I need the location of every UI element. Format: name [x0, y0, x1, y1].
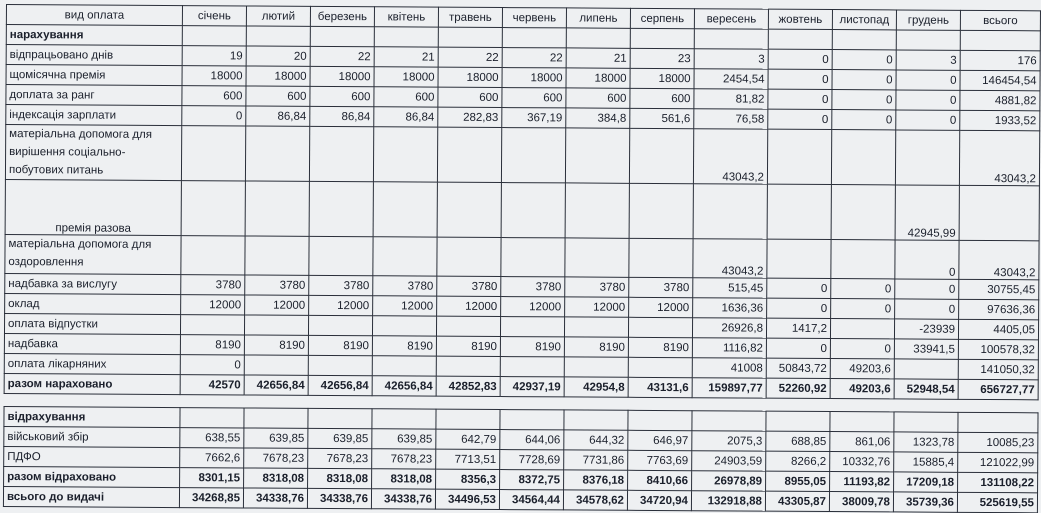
value-cell: 0: [768, 49, 832, 69]
value-cell: 0: [182, 106, 246, 126]
value-cell: 0: [831, 299, 895, 319]
value-cell: 7662,6: [180, 448, 244, 468]
value-cell: 600: [630, 88, 694, 108]
value-cell: 43305,87: [765, 491, 829, 511]
value-cell: [767, 239, 831, 278]
value-cell: 42954,8: [564, 377, 628, 397]
value-cell: 656727,77: [958, 379, 1038, 399]
empty-cell: [500, 410, 564, 430]
value-cell: 131108,22: [958, 472, 1038, 492]
value-cell: [501, 238, 565, 277]
column-header: листопад: [832, 10, 896, 30]
value-cell: 34338,76: [371, 489, 435, 509]
value-cell: [308, 315, 372, 335]
value-cell: 688,85: [766, 431, 830, 451]
column-header: лютий: [246, 6, 310, 26]
value-cell: 26926,8: [692, 318, 766, 338]
value-cell: 3: [694, 49, 768, 69]
section-title: нарахування: [6, 25, 182, 46]
salary-table: [3, 4, 1041, 513]
value-cell: 17209,18: [894, 472, 958, 492]
empty-cell: [180, 408, 244, 428]
empty-cell: [958, 399, 1038, 412]
value-cell: 22: [310, 46, 374, 66]
empty-cell: [372, 409, 436, 429]
value-cell: [629, 183, 693, 238]
value-cell: 1636,36: [693, 298, 767, 318]
column-header: всього: [960, 10, 1040, 30]
value-cell: 18000: [310, 66, 374, 86]
value-cell: 35739,36: [893, 492, 957, 512]
value-cell: [245, 236, 309, 275]
value-cell: 861,06: [830, 432, 894, 452]
value-cell: 8376,18: [564, 470, 628, 490]
value-cell: 1933,52: [960, 110, 1040, 130]
value-cell: [693, 184, 767, 239]
value-cell: [629, 128, 693, 183]
value-cell: 23: [630, 48, 694, 68]
value-cell: 0: [766, 338, 830, 358]
value-cell: [500, 317, 564, 337]
value-cell: 19: [182, 46, 246, 66]
empty-cell: [564, 397, 628, 410]
value-cell: 97636,36: [959, 299, 1039, 319]
value-cell: 3780: [565, 277, 629, 297]
value-cell: 600: [310, 86, 374, 106]
value-cell: 42852,83: [436, 376, 500, 396]
value-cell: 52948,54: [894, 379, 958, 399]
value-cell: 0: [831, 279, 895, 299]
empty-cell: [244, 395, 308, 408]
empty-cell: [766, 398, 830, 411]
value-cell: [501, 183, 565, 238]
value-cell: 8190: [372, 336, 436, 356]
value-cell: [831, 130, 895, 185]
value-cell: 3780: [437, 276, 501, 296]
column-header: липень: [566, 8, 630, 28]
value-cell: 600: [246, 86, 310, 106]
value-cell: 43043,2: [693, 129, 767, 184]
value-cell: 34720,94: [627, 490, 691, 510]
value-cell: 8318,08: [308, 468, 372, 488]
row-label: всього до видачі: [3, 486, 179, 507]
value-cell: [181, 126, 245, 181]
value-cell: 7731,86: [564, 450, 628, 470]
value-cell: 600: [566, 88, 630, 108]
empty-cell: [372, 396, 436, 409]
value-cell: [437, 127, 501, 182]
value-cell: 22: [502, 48, 566, 68]
value-cell: 86,84: [246, 106, 310, 126]
empty-cell: [628, 410, 692, 430]
value-cell: [180, 315, 244, 335]
value-cell: 121022,99: [958, 452, 1038, 472]
value-cell: 0: [896, 90, 960, 110]
value-cell: [309, 181, 373, 236]
empty-cell: [768, 29, 832, 49]
value-cell: 0: [832, 110, 896, 130]
value-cell: 42656,84: [372, 376, 436, 396]
value-cell: 12000: [565, 297, 629, 317]
value-cell: [830, 319, 894, 339]
empty-cell: [894, 412, 958, 432]
column-header: вересень: [694, 9, 768, 29]
empty-cell: [438, 27, 502, 47]
value-cell: [181, 236, 245, 275]
value-cell: 600: [374, 87, 438, 107]
value-cell: [894, 359, 958, 379]
value-cell: 11193,82: [830, 472, 894, 492]
value-cell: [565, 183, 629, 238]
empty-cell: [308, 408, 372, 428]
value-cell: 367,19: [502, 108, 566, 128]
value-cell: 0: [895, 299, 959, 319]
column-header: червень: [502, 8, 566, 28]
empty-cell: [310, 26, 374, 46]
value-cell: 7678,23: [308, 448, 372, 468]
value-cell: 42937,19: [500, 377, 564, 397]
value-cell: 34496,53: [435, 489, 499, 509]
value-cell: 12000: [629, 297, 693, 317]
value-cell: 646,97: [628, 430, 692, 450]
value-cell: [437, 237, 501, 276]
column-header: січень: [182, 6, 246, 26]
value-cell: 515,45: [693, 278, 767, 298]
value-cell: 0: [896, 70, 960, 90]
empty-cell: [502, 28, 566, 48]
value-cell: 15885,4: [894, 452, 958, 472]
value-cell: 600: [182, 86, 246, 106]
value-cell: 384,8: [566, 108, 630, 128]
empty-cell: [244, 408, 308, 428]
value-cell: 0: [830, 339, 894, 359]
value-cell: 18000: [630, 68, 694, 88]
value-cell: 21: [566, 48, 630, 68]
row-label: індексація зарплати: [6, 105, 182, 126]
row-label: доплата за ранг: [6, 85, 182, 106]
value-cell: 8190: [564, 337, 628, 357]
row-label: відпрацьовано днів: [6, 45, 182, 66]
value-cell: 8266,2: [766, 451, 830, 471]
value-cell: 10085,23: [958, 432, 1038, 452]
value-cell: 525619,55: [957, 492, 1037, 512]
value-cell: 18000: [566, 68, 630, 88]
row-label: матеріальна допомога для вирішення соціально-побутових питань: [5, 125, 181, 181]
value-cell: 4405,05: [958, 319, 1038, 339]
value-cell: 43043,2: [693, 239, 767, 278]
value-cell: [373, 127, 437, 182]
value-cell: 176: [960, 50, 1040, 70]
empty-cell: [830, 412, 894, 432]
value-cell: [373, 182, 437, 237]
value-cell: 8190: [500, 337, 564, 357]
value-cell: [831, 240, 895, 279]
value-cell: 10332,76: [830, 452, 894, 472]
value-cell: [372, 316, 436, 336]
value-cell: 644,32: [564, 430, 628, 450]
value-cell: 600: [438, 87, 502, 107]
value-cell: 20: [246, 46, 310, 66]
value-cell: 81,82: [694, 89, 768, 109]
value-cell: 76,58: [694, 109, 768, 129]
value-cell: [500, 357, 564, 377]
value-cell: 34338,76: [243, 488, 307, 508]
value-cell: 2075,3: [692, 431, 766, 451]
table-row: [5, 179, 1039, 240]
value-cell: [831, 185, 895, 240]
value-cell: 1116,82: [692, 338, 766, 358]
value-cell: 7678,23: [244, 448, 308, 468]
value-cell: 18000: [502, 68, 566, 88]
row-label: оплата відпустки: [4, 313, 180, 334]
value-cell: 0: [832, 70, 896, 90]
row-label: матеріальна допомога для оздоровлення: [5, 234, 181, 274]
value-cell: 12000: [245, 295, 309, 315]
value-cell: [564, 317, 628, 337]
value-cell: [308, 355, 372, 375]
value-cell: 639,85: [308, 428, 372, 448]
empty-cell: [4, 393, 180, 407]
value-cell: 644,06: [500, 430, 564, 450]
value-cell: [628, 357, 692, 377]
value-cell: [564, 357, 628, 377]
empty-cell: [894, 399, 958, 412]
value-cell: [373, 237, 437, 276]
value-cell: [959, 185, 1039, 240]
value-cell: [436, 316, 500, 336]
empty-cell: [374, 27, 438, 47]
value-cell: 12000: [181, 295, 245, 315]
value-cell: 8190: [436, 336, 500, 356]
value-cell: 2454,54: [694, 69, 768, 89]
value-cell: 642,79: [436, 429, 500, 449]
column-header: серпень: [630, 8, 694, 28]
empty-cell: [436, 396, 500, 409]
empty-cell: [896, 30, 960, 50]
value-cell: 8190: [308, 335, 372, 355]
value-cell: [437, 182, 501, 237]
value-cell: 42570: [180, 375, 244, 395]
value-cell: [565, 238, 629, 277]
value-cell: 34268,85: [179, 488, 243, 508]
empty-cell: [692, 411, 766, 431]
value-cell: 7713,51: [436, 449, 500, 469]
value-cell: 141050,32: [958, 359, 1038, 379]
value-cell: 7728,69: [500, 450, 564, 470]
value-cell: 8190: [244, 335, 308, 355]
value-cell: 0: [767, 278, 831, 298]
value-cell: 7763,69: [628, 450, 692, 470]
value-cell: 50843,72: [766, 358, 830, 378]
value-cell: 41008: [692, 358, 766, 378]
empty-cell: [766, 411, 830, 431]
value-cell: -23939: [894, 319, 958, 339]
value-cell: 12000: [309, 295, 373, 315]
value-cell: [565, 128, 629, 183]
row-label: разом відраховано: [4, 466, 180, 487]
value-cell: [629, 238, 693, 277]
value-cell: 3780: [309, 275, 373, 295]
value-cell: 8955,05: [766, 471, 830, 491]
row-label: надбавка: [4, 333, 180, 354]
value-cell: 8190: [628, 337, 692, 357]
value-cell: [181, 181, 245, 236]
value-cell: 8372,75: [500, 470, 564, 490]
value-cell: 86,84: [374, 107, 438, 127]
value-cell: [372, 356, 436, 376]
section-title: відрахування: [4, 406, 180, 427]
row-label: ПДФО: [4, 446, 180, 467]
empty-cell: [832, 30, 896, 50]
value-cell: 639,85: [244, 428, 308, 448]
column-header: вид оплата: [6, 5, 182, 26]
value-cell: 18000: [438, 67, 502, 87]
empty-cell: [246, 26, 310, 46]
value-cell: 86,84: [310, 106, 374, 126]
value-cell: 3780: [629, 277, 693, 297]
empty-cell: [830, 399, 894, 412]
column-header: травень: [438, 7, 502, 27]
value-cell: 1323,78: [894, 432, 958, 452]
empty-cell: [308, 395, 372, 408]
row-label: оплата лікарняних: [4, 353, 180, 374]
salary-sheet: [3, 4, 1037, 513]
value-cell: 34564,44: [499, 490, 563, 510]
value-cell: [244, 315, 308, 335]
value-cell: 12000: [373, 296, 437, 316]
value-cell: 8190: [180, 335, 244, 355]
value-cell: 42945,99: [895, 185, 959, 240]
value-cell: 43043,2: [959, 130, 1039, 185]
value-cell: [436, 356, 500, 376]
empty-cell: [692, 398, 766, 411]
value-cell: 146454,54: [960, 70, 1040, 90]
value-cell: 26978,89: [692, 471, 766, 491]
row-label: надбавка за вислугу: [5, 273, 181, 294]
value-cell: 3780: [181, 275, 245, 295]
value-cell: 8301,15: [180, 468, 244, 488]
value-cell: 49203,6: [830, 379, 894, 399]
empty-cell: [180, 395, 244, 408]
value-cell: [628, 317, 692, 337]
value-cell: 8410,66: [628, 470, 692, 490]
value-cell: 18000: [246, 66, 310, 86]
row-label: разом нараховано: [4, 373, 180, 394]
value-cell: 49203,6: [830, 359, 894, 379]
value-cell: 3780: [245, 275, 309, 295]
empty-cell: [500, 397, 564, 410]
value-cell: 0: [768, 69, 832, 89]
value-cell: 600: [502, 88, 566, 108]
value-cell: 18000: [182, 66, 246, 86]
value-cell: 1417,2: [766, 318, 830, 338]
empty-cell: [630, 28, 694, 48]
column-header: грудень: [896, 10, 960, 30]
value-cell: 0: [180, 355, 244, 375]
value-cell: 43131,6: [628, 377, 692, 397]
row-label: оклад: [5, 293, 181, 314]
value-cell: [501, 128, 565, 183]
value-cell: 43043,2: [959, 240, 1039, 279]
value-cell: 3780: [501, 277, 565, 297]
row-label: військовий збір: [4, 426, 180, 447]
value-cell: [895, 130, 959, 185]
empty-cell: [564, 410, 628, 430]
value-cell: 21: [374, 47, 438, 67]
empty-cell: [628, 397, 692, 410]
value-cell: 3780: [373, 276, 437, 296]
value-cell: 0: [896, 110, 960, 130]
value-cell: [767, 184, 831, 239]
value-cell: 0: [895, 240, 959, 279]
value-cell: 22: [438, 47, 502, 67]
value-cell: 8318,08: [372, 469, 436, 489]
value-cell: 132918,88: [691, 491, 765, 511]
empty-cell: [566, 28, 630, 48]
value-cell: 0: [767, 298, 831, 318]
row-label: щомісячна премія: [6, 65, 182, 86]
value-cell: 638,55: [180, 428, 244, 448]
value-cell: 0: [895, 279, 959, 299]
value-cell: 0: [832, 50, 896, 70]
value-cell: 4881,82: [960, 90, 1040, 110]
empty-cell: [182, 26, 246, 46]
value-cell: 42656,84: [308, 375, 372, 395]
empty-cell: [694, 29, 768, 49]
value-cell: 12000: [437, 296, 501, 316]
value-cell: 159897,77: [692, 378, 766, 398]
value-cell: 34578,62: [563, 490, 627, 510]
empty-cell: [958, 412, 1038, 432]
value-cell: [767, 129, 831, 184]
value-cell: 52260,92: [766, 378, 830, 398]
value-cell: 8318,08: [244, 468, 308, 488]
value-cell: 42656,84: [244, 375, 308, 395]
row-label: премія разова: [5, 179, 181, 235]
value-cell: 34338,76: [307, 488, 371, 508]
value-cell: [244, 355, 308, 375]
column-header: квітень: [374, 7, 438, 27]
value-cell: 0: [768, 89, 832, 109]
value-cell: 24903,59: [692, 451, 766, 471]
value-cell: [245, 126, 309, 181]
value-cell: 3: [896, 50, 960, 70]
value-cell: 7678,23: [372, 449, 436, 469]
value-cell: 12000: [501, 297, 565, 317]
value-cell: 0: [832, 90, 896, 110]
table-row: [5, 234, 1039, 279]
value-cell: 8356,3: [436, 469, 500, 489]
value-cell: 561,6: [630, 108, 694, 128]
value-cell: 282,83: [438, 107, 502, 127]
value-cell: 18000: [374, 67, 438, 87]
empty-cell: [960, 30, 1040, 50]
table-row: [5, 125, 1039, 186]
value-cell: 639,85: [372, 429, 436, 449]
value-cell: [245, 181, 309, 236]
value-cell: 38009,78: [829, 492, 893, 512]
value-cell: 0: [768, 109, 832, 129]
empty-cell: [436, 409, 500, 429]
column-header: жовтень: [768, 9, 832, 29]
value-cell: [309, 126, 373, 181]
value-cell: 30755,45: [959, 279, 1039, 299]
value-cell: [309, 236, 373, 275]
value-cell: 33941,5: [894, 339, 958, 359]
value-cell: 100578,32: [958, 339, 1038, 359]
column-header: березень: [310, 6, 374, 26]
